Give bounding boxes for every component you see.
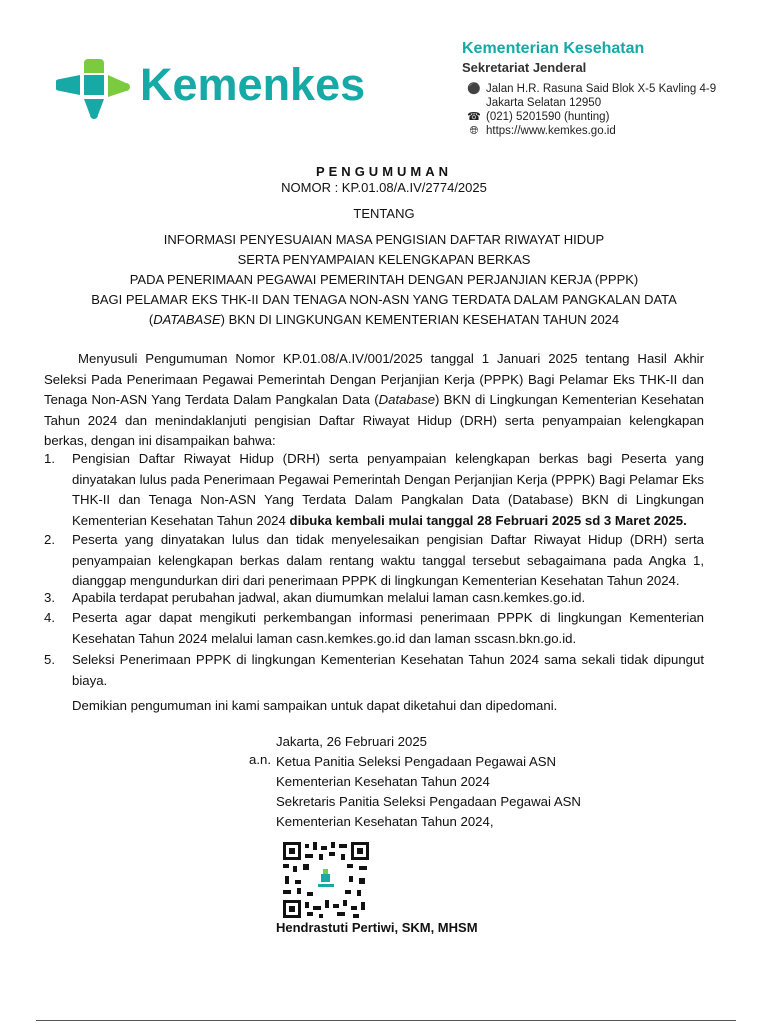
subject-line-2: SERTA PENYAMPAIAN KELENGKAPAN BERKAS — [237, 252, 531, 267]
signatory-title-2: Kementerian Kesehatan Tahun 2024 — [276, 774, 490, 789]
globe-icon: 🌐︎ — [469, 125, 479, 137]
ministry-name: Kementerian Kesehatan — [462, 40, 645, 57]
list-item: 4. Peserta agar dapat mengikuti perkembangan informasi penerimaan PPPK di lingkungan Kementerian Kesehatan Tahun 2024 melalui laman casn.kemkes.go.id dan laman sscasn.bkn.go.id. — [44, 610, 704, 646]
announcement-number: NOMOR : KP.01.08/A.IV/2774/2025 — [281, 180, 487, 195]
announcement-title: PENGUMUMAN — [315, 164, 453, 179]
an-label: a.n. — [249, 752, 271, 767]
list-item: 3. Apabila terdapat perubahan jadwal, akan diumumkan melalui laman casn.kemkes.go.id. — [44, 590, 586, 605]
list-item: 1. Pengisian Daftar Riwayat Hidup (DRH) serta penyampaian kelengkapan berkas bagi Peserta yang dinyatakan lulus pada Penerimaan Pegawai Pemerintah Dengan Perjanjian Kerja (PPPK) Bagi Pelamar Eks THK-II dan Tenaga Non-ASN Yang Terdata Dalam Pangkalan Data (Database) BKN di Lingkungan Kementerian Kesehatan Tahun 2024 dibuka kembali mulai tanggal 28 Februari 2025 sd 3 Maret 2025. — [44, 451, 704, 528]
address-line-2: Jakarta Selatan 12950 — [486, 97, 602, 109]
place-date: Jakarta, 26 Februari 2025 — [276, 734, 428, 749]
subject-line-5: (DATABASE) BKN DI LINGKUNGAN KEMENTERIAN KESEHATAN TAHUN 2024 — [148, 312, 620, 327]
location-pin-icon: ⚫ — [467, 83, 481, 95]
qr-code-icon — [283, 842, 369, 918]
signatory-name: Hendrastuti Pertiwi, SKM, MHSM — [276, 920, 478, 935]
tentang-label: TENTANG — [353, 206, 415, 221]
subject-line-1: INFORMASI PENYESUAIAN MASA PENGISIAN DAFTAR RIWAYAT HIDUP — [163, 232, 605, 247]
website-line[interactable]: 🌐︎ https://www.kemkes.go.id — [466, 124, 616, 138]
kemenkes-logo-icon — [56, 55, 132, 119]
signatory-title-3: Sekretaris Panitia Seleksi Pengadaan Pegawai ASN — [276, 794, 581, 809]
signatory-title-1: Ketua Panitia Seleksi Pengadaan Pegawai ASN — [276, 754, 557, 769]
list-item: 2. Peserta yang dinyatakan lulus dan tidak menyelesaikan pengisian Daftar Riwayat Hidup (DRH) serta penyampaian kelengkapan berkas dalam rentang waktu tanggal tersebut sebagaimana pada Angka 1, dianggap mengundurkan diri dari penerimaan PPPK di lingkungan Kementerian Kesehatan Tahun 2024. — [44, 532, 704, 588]
phone-icon: ☎ — [467, 111, 481, 123]
subject-line-3: PADA PENERIMAAN PEGAWAI PEMERINTAH DENGAN PERJANJIAN KERJA (PPPK) — [129, 272, 639, 287]
address-line-1: ⚫ Jalan H.R. Rasuna Said Blok X-5 Kavling 4-9 — [467, 83, 717, 95]
secretariat-name: Sekretariat Jenderal — [462, 60, 587, 75]
logo-wordmark: Kemenkes — [140, 59, 366, 110]
signatory-title-4: Kementerian Kesehatan Tahun 2024, — [276, 814, 494, 829]
intro-paragraph: Menyusuli Pengumuman Nomor KP.01.08/A.IV/001/2025 tanggal 1 Januari 2025 tentang Hasil Akhir Seleksi Pada Penerimaan Pegawai Pemerintah Dengan Perjanjian Kerja (PPPK) Bagi Pelamar Eks THK-II dan Tenaga Non-ASN Yang Terdata Dalam Pangkalan Data (Database) BKN di Lingkungan Kementerian Kesehatan Tahun 2024 dan menindaklanjuti pengisian Daftar Riwayat Hidup (DRH) serta penyampaian kelengkapan berkas, dengan ini disampaikan bahwa: — [44, 351, 704, 448]
closing-paragraph: Demikian pengumuman ini kami sampaikan untuk dapat diketahui dan dipedomani. — [72, 698, 558, 713]
list-item: 5. Seleksi Penerimaan PPPK di lingkungan Kementerian Kesehatan Tahun 2024 sama sekali tidak dipungut biaya. — [44, 652, 704, 688]
phone-line: ☎ (021) 5201590 (hunting) — [467, 111, 610, 123]
subject-line-4: BAGI PELAMAR EKS THK-II DAN TENAGA NON-ASN YANG TERDATA DALAM PANGKALAN DATA — [91, 292, 677, 307]
footer-divider — [36, 1020, 736, 1021]
